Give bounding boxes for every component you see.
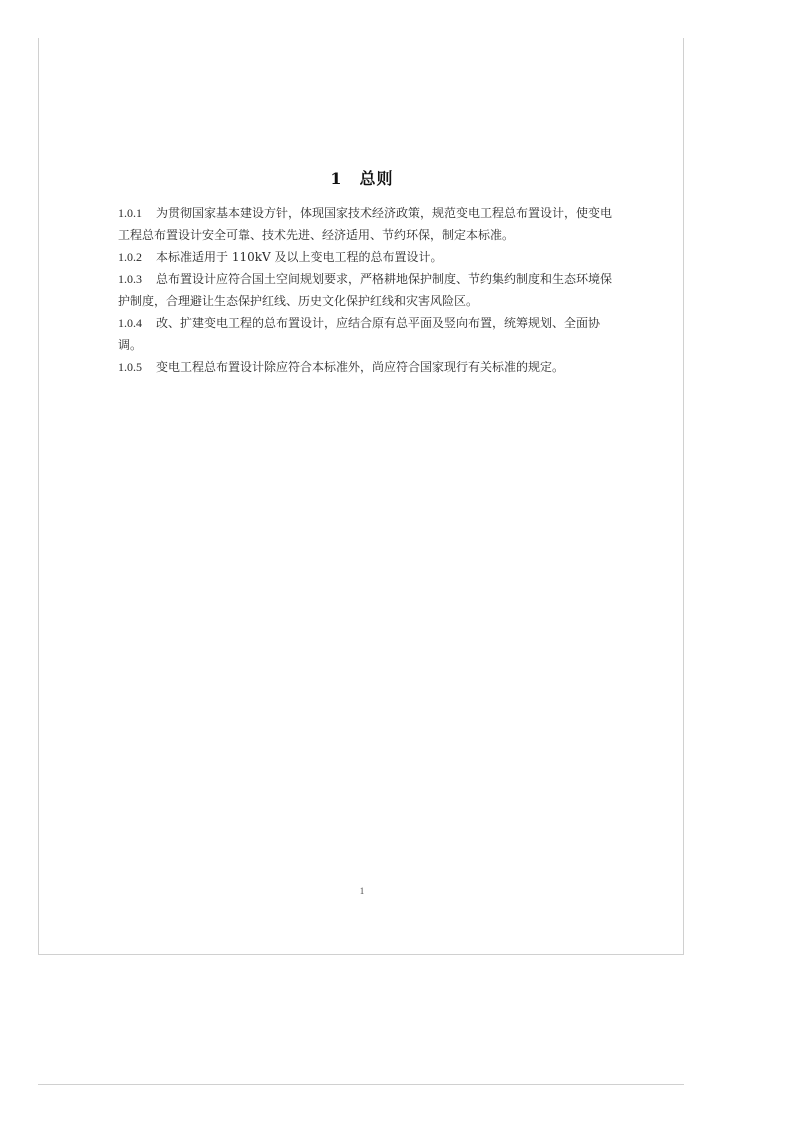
clause-1-0-1 (118, 202, 618, 246)
chapter-title: 1 总则 (330, 169, 394, 188)
clause-1-0-4 (118, 312, 618, 356)
clause-list (118, 202, 618, 378)
clause-number: 1.0.1 (118, 206, 142, 220)
clause-text: 改、扩建变电工程的总布置设计，应结合原有总平面及竖向布置，统筹规划、全面协调。 (118, 316, 601, 352)
page-number: 1 (359, 886, 365, 896)
clause-number: 1.0.2 (118, 250, 142, 264)
next-page-edge (38, 1084, 684, 1085)
clause-text: 为贯彻国家基本建设方针，体现国家技术经济政策，规范变电工程总布置设计，使变电工程总布置设计安全可靠、技术先进、经济适用、节约环保，制定本标准。 (118, 206, 613, 242)
clause-1-0-2 (118, 246, 618, 268)
document-page (38, 38, 684, 955)
clause-number: 1.0.5 (118, 360, 142, 374)
clause-text: 本标准适用于 110kV 及以上变电工程的总布置设计。 (156, 250, 443, 264)
clause-number: 1.0.4 (118, 316, 142, 330)
clause-number: 1.0.3 (118, 272, 142, 286)
clause-1-0-3 (118, 268, 618, 312)
clause-1-0-5 (118, 356, 618, 378)
clause-text: 总布置设计应符合国土空间规划要求，严格耕地保护制度、节约集约制度和生态环境保护制度，合理避让生态保护红线、历史文化保护红线和灾害风险区。 (118, 272, 613, 308)
clause-text: 变电工程总布置设计除应符合本标准外，尚应符合国家现行有关标准的规定。 (156, 360, 565, 374)
